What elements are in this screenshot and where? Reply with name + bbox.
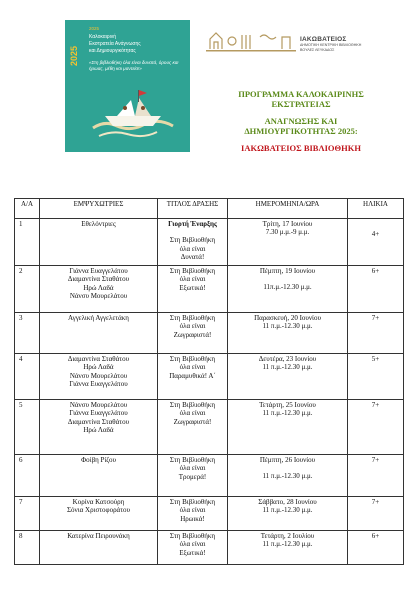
row-time: 11 π.μ.-12.30 μ.μ. (262, 540, 313, 549)
leader-name: Κατερίνα Πειρουνάκη (67, 532, 130, 540)
title-line: όλα είναι (179, 409, 206, 418)
row-time: 7.30 μ.μ.-9 μ.μ. (265, 228, 310, 237)
title-bold: Γιορτή Έναρξης (168, 220, 217, 228)
age-value: 7+ (371, 498, 380, 506)
row-number: 4 (15, 354, 40, 400)
leader-name: Νάνσυ Μουρελάτου (69, 371, 128, 380)
row-time: 11 π.μ.-12.30 μ.μ. (262, 409, 313, 418)
table-row (15, 531, 404, 565)
title-line: όλα είναι (179, 244, 206, 253)
leader-name: Κορίνα Κατσούρη (72, 498, 125, 506)
row-title (158, 531, 228, 565)
row-datetime (228, 313, 348, 354)
leader-name: Σόνια Χριστοφοράτου (66, 506, 131, 515)
logo-subtitle-2: ΒΟΥΛΕΣ ΛΕΥΚΑΔΟΣ (300, 47, 335, 52)
row-title (158, 497, 228, 531)
table-header-row (15, 199, 404, 219)
row-number: 3 (15, 313, 40, 354)
row-age (348, 266, 404, 313)
row-leaders (40, 219, 158, 266)
table-row (15, 455, 404, 497)
age-value: 4+ (371, 230, 380, 238)
leader-name: Αγγελική Αγγελετάκη (68, 314, 129, 322)
row-title (158, 455, 228, 497)
header-title: ΤΙΤΛΟΣ ΔΡΑΣΗΣ (158, 199, 228, 219)
heading-program: ΠΡΟΓΡΑΜΜΑ ΚΑΛΟΚΑΙΡΙΝΗΣ (238, 89, 364, 99)
row-number: 5 (15, 400, 40, 455)
table-row (15, 354, 404, 400)
row-number: 2 (15, 266, 40, 313)
row-number: 7 (15, 497, 40, 531)
logo-name: ΙΑΚΩΒΑΤΕΙΟΣ (300, 36, 347, 43)
row-title (158, 266, 228, 313)
leader-name: Ηρώ Λαδά (83, 426, 114, 435)
row-leaders (40, 266, 158, 313)
title-line: όλα είναι (179, 506, 206, 515)
title-line: Εξωτικά! (179, 283, 206, 292)
title-line: όλα είναι (179, 464, 206, 473)
schedule-table (14, 198, 404, 565)
heading-reading: ΑΝΑΓΝΩΣΗΣ ΚΑΙ (264, 116, 338, 126)
row-date: Τετάρτη, 2 Ιουλίου (260, 532, 315, 540)
row-datetime (228, 531, 348, 565)
heading-creativity: ΔΗΜΙΟΥΡΓΙΚΟΤΗΤΑΣ 2025: (244, 126, 358, 136)
row-date: Πέμπτη, 26 Ιουνίου (259, 456, 316, 464)
row-date: Σάββατο, 28 Ιουνίου (258, 498, 317, 506)
leader-name: Ηρώ Λαδά (83, 363, 114, 372)
row-age (348, 313, 404, 354)
row-title (158, 400, 228, 455)
age-value: 7+ (371, 401, 380, 409)
row-leaders (40, 400, 158, 455)
title-line: Στη Βιβλιοθήκη (169, 267, 216, 275)
row-time: 11 π.μ.-12.30 μ.μ. (262, 472, 313, 481)
title-line: Στη Βιβλιοθήκη (169, 314, 216, 322)
row-title (158, 219, 228, 266)
row-date: Δευτέρα, 23 Ιουνίου (258, 355, 317, 363)
row-date: Παρασκευή, 20 Ιουνίου (254, 314, 321, 322)
row-title (158, 313, 228, 354)
poster-line-1: Καλοκαιρινή (89, 34, 117, 40)
title-line: Τρομερά! (178, 472, 207, 481)
logo-subtitle-1: ΔΗΜΟΤΙΚΗ ΚΕΝΤΡΙΚΗ ΒΙΒΛΙΟΘΗΚΗ (300, 43, 362, 47)
poster-small-year: 2025 (89, 26, 100, 31)
leader-name: Διαμαντίνα Σταθάτου (67, 275, 130, 284)
row-time: 11 π.μ.-12.30 μ.μ. (262, 506, 313, 515)
row-age (348, 354, 404, 400)
header-aa: Α/Α (15, 199, 40, 219)
heading-library: ΙΑΚΩΒΑΤΕΙΟΣ ΒΙΒΛΙΟΘΗΚΗ (241, 143, 361, 153)
leader-name: Διαμαντίνα Σταθάτου (67, 417, 130, 426)
row-datetime (228, 400, 348, 455)
row-date: Τρίτη, 17 Ιουνίου (262, 220, 313, 228)
row-number: 6 (15, 455, 40, 497)
leader-name: Νάνσυ Μουρελάτου (69, 292, 128, 301)
table-row (15, 400, 404, 455)
title-line: Ζωγραφιστά! (173, 417, 212, 426)
row-number: 8 (15, 531, 40, 565)
row-leaders (40, 354, 158, 400)
leader-name: Ηρώ Λαδά (83, 283, 114, 292)
row-age (348, 455, 404, 497)
table-row (15, 497, 404, 531)
title-line: Στη Βιβλιοθήκη (169, 498, 216, 506)
row-time: 11 π.μ.-12.30 μ.μ. (262, 363, 313, 372)
leader-name: Νάνσυ Μουρελάτου (69, 401, 128, 409)
leader-name: Φοίβη Ρίζου (81, 456, 116, 464)
age-value: 7+ (371, 314, 380, 322)
poster-line-2: Εκστρατεία Ανάγνωσης (89, 41, 141, 47)
header-date: ΗΜΕΡΟΜΗΝΙΑ/ΩΡΑ (228, 199, 348, 219)
title-line: Στη Βιβλιοθήκη (169, 532, 216, 540)
heading-campaign: ΕΚΣΤΡΑΤΕΙΑΣ (271, 99, 331, 109)
row-time: 11 π.μ.-12.30 μ.μ. (262, 322, 313, 331)
row-age (348, 531, 404, 565)
row-time: 11π.μ.-12.30 μ.μ. (263, 283, 312, 292)
row-datetime (228, 219, 348, 266)
row-leaders (40, 313, 158, 354)
title-line: Δυνατά! (180, 253, 205, 262)
row-age (348, 497, 404, 531)
table-row (15, 266, 404, 313)
leader-name: Γιάννα Ευαγγελάτου (69, 380, 128, 389)
row-leaders (40, 455, 158, 497)
row-datetime (228, 455, 348, 497)
poster-line-3: και Δημιουργικότητας (89, 48, 136, 54)
title-line: όλα είναι (179, 322, 206, 331)
title-line: Στη Βιβλιοθήκη (169, 401, 216, 409)
library-logo-text (300, 36, 410, 52)
title-line: Στη Βιβλιοθήκη (169, 456, 216, 464)
leader-name: Εθελόντριες (81, 220, 116, 228)
title-line: όλα είναι (179, 363, 206, 372)
title-line: Στη Βιβλιοθήκη (169, 236, 216, 245)
title-line: Εξωτικά! (179, 548, 206, 557)
table-row (15, 219, 404, 266)
row-datetime (228, 266, 348, 313)
leader-name: Διαμαντίνα Σταθάτου (67, 355, 130, 363)
title-line: Ζωγραφιστά! (173, 330, 212, 339)
age-value: 6+ (371, 267, 380, 275)
title-line: Ηρωικά! (180, 514, 205, 523)
age-value: 7+ (371, 456, 380, 464)
table-row (15, 313, 404, 354)
header-leaders: ΕΜΨΥΧΩΤΡΙΕΣ (40, 199, 158, 219)
row-age (348, 400, 404, 455)
title-line: όλα είναι (179, 275, 206, 284)
row-datetime (228, 497, 348, 531)
row-leaders (40, 531, 158, 565)
title-line: Παραμυθικά! Α΄ (169, 371, 216, 380)
poster-year: 2025 (69, 45, 79, 67)
row-leaders (40, 497, 158, 531)
row-age (348, 219, 404, 266)
row-datetime (228, 354, 348, 400)
row-date: Πέμπτη, 19 Ιουνίου (259, 267, 316, 275)
row-date: Τετάρτη, 25 Ιουνίου (259, 401, 316, 409)
age-value: 5+ (371, 355, 380, 363)
title-line: όλα είναι (179, 540, 206, 549)
age-value: 6+ (371, 532, 380, 540)
leader-name: Γιάννα Ευαγγελάτου (69, 409, 128, 418)
title-line: Στη Βιβλιοθήκη (169, 355, 216, 363)
row-title (158, 354, 228, 400)
leader-name: Γιάννα Ευαγγελάτου (69, 267, 128, 275)
poster-quote: «Στη βιβλιοθήκη όλα είναι δυνατά, όρους και ήρωας, μέθη και μαντεία!» (89, 60, 179, 71)
paper-boat-illustration (65, 20, 190, 152)
header-age: ΗΛΙΚΙΑ (348, 199, 404, 219)
campaign-poster (65, 20, 190, 152)
row-number: 1 (15, 219, 40, 266)
